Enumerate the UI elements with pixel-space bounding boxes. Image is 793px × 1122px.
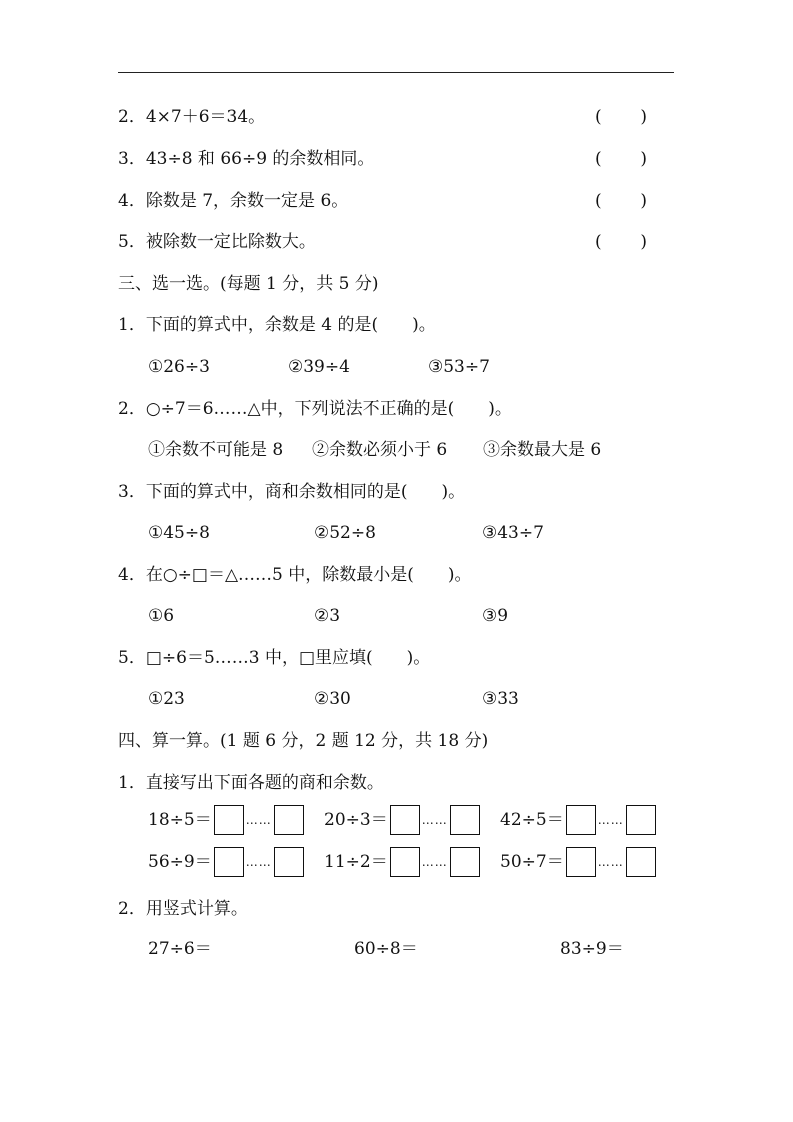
option-4c[interactable]: ③9 xyxy=(482,606,509,626)
choice-question-3: 3．下面的算式中，商和余数相同的是( )。 xyxy=(118,482,466,502)
option-3b[interactable]: ②52÷8 xyxy=(314,523,376,543)
quotient-box[interactable] xyxy=(390,847,420,877)
calc-item: 20÷3＝ …… xyxy=(324,804,480,836)
option-1b[interactable]: ②39÷4 xyxy=(288,357,350,377)
choice-question-4: 4．在○÷□＝△……5 中，除数最小是( )。 xyxy=(118,565,472,585)
option-1a[interactable]: ①26÷3 xyxy=(148,357,210,377)
remainder-box[interactable] xyxy=(274,847,304,877)
quotient-box[interactable] xyxy=(390,805,420,835)
vertical-calc-2: 60÷8＝ xyxy=(354,939,418,959)
option-2a[interactable]: ①余数不可能是 8 xyxy=(148,440,284,460)
judge-item-2: 2．4×7＋6＝34。 xyxy=(118,107,266,127)
vertical-calc-1: 27÷6＝ xyxy=(148,939,212,959)
quotient-box[interactable] xyxy=(566,805,596,835)
option-2b[interactable]: ②余数必须小于 6 xyxy=(312,440,448,460)
judge-item-4: 4．除数是 7，余数一定是 6。 xyxy=(118,191,349,211)
option-4b[interactable]: ②3 xyxy=(314,606,341,626)
calc-question-1: 1．直接写出下面各题的商和余数。 xyxy=(118,773,384,793)
calc-item: 56÷9＝ …… xyxy=(148,846,304,878)
remainder-box[interactable] xyxy=(626,805,656,835)
calc-item: 11÷2＝ …… xyxy=(324,846,480,878)
calc-item: 18÷5＝ …… xyxy=(148,804,304,836)
judge-item-3: 3．43÷8 和 66÷9 的余数相同。 xyxy=(118,149,375,169)
option-3a[interactable]: ①45÷8 xyxy=(148,523,210,543)
quotient-box[interactable] xyxy=(214,847,244,877)
section4-title: 四、算一算。(1 题 6 分，2 题 12 分，共 18 分) xyxy=(118,731,489,751)
option-5b[interactable]: ②30 xyxy=(314,689,351,709)
remainder-box[interactable] xyxy=(626,847,656,877)
calc-question-2: 2．用竖式计算。 xyxy=(118,899,248,919)
option-4a[interactable]: ①6 xyxy=(148,606,175,626)
section3-title: 三、选一选。(每题 1 分，共 5 分) xyxy=(118,274,379,294)
option-2c[interactable]: ③余数最大是 6 xyxy=(483,440,602,460)
option-1c[interactable]: ③53÷7 xyxy=(428,357,490,377)
remainder-box[interactable] xyxy=(450,847,480,877)
calc-item: 42÷5＝ …… xyxy=(500,804,656,836)
option-5c[interactable]: ③33 xyxy=(482,689,519,709)
quotient-box[interactable] xyxy=(214,805,244,835)
remainder-box[interactable] xyxy=(274,805,304,835)
choice-question-1: 1．下面的算式中，余数是 4 的是( )。 xyxy=(118,315,436,335)
quotient-box[interactable] xyxy=(566,847,596,877)
calc-item: 50÷7＝ …… xyxy=(500,846,656,878)
option-5a[interactable]: ①23 xyxy=(148,689,185,709)
option-3c[interactable]: ③43÷7 xyxy=(482,523,544,543)
judge-item-5: 5．被除数一定比除数大。 xyxy=(118,232,316,252)
remainder-box[interactable] xyxy=(450,805,480,835)
choice-question-5: 5．□÷6＝5……3 中，□里应填( )。 xyxy=(118,648,431,668)
vertical-calc-3: 83÷9＝ xyxy=(560,939,624,959)
header-rule xyxy=(118,72,674,73)
choice-question-2: 2．○÷7＝6……△中，下列说法不正确的是( )。 xyxy=(118,399,512,419)
